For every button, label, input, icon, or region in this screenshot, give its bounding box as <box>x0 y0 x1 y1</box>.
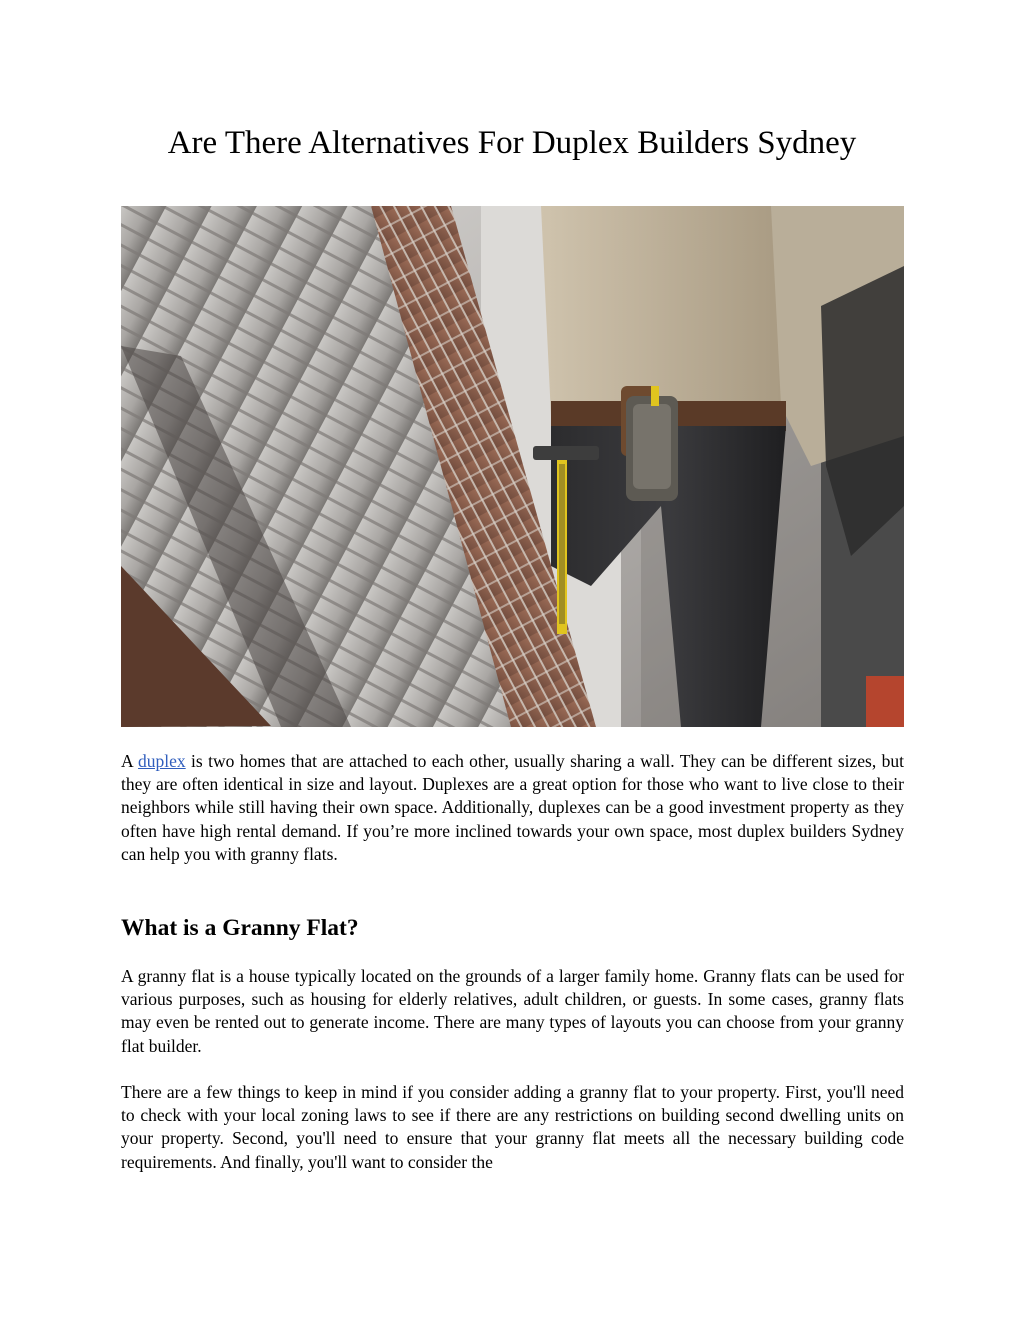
intro-lead-text: A <box>121 751 139 771</box>
considerations-paragraph: There are a few things to keep in mind if you consider adding a granny flat to your property. First, you'll need to check with your local zoning laws to see if there are any restrictions on building second dwelling units on your property. Second, you'll need to ensure that your granny flat meets all the necessary building code requirements. And finally, you'll want to consider the <box>121 1082 904 1172</box>
section-heading-granny-flat: What is a Granny Flat? <box>121 915 359 941</box>
duplex-link[interactable]: duplex <box>138 751 186 771</box>
intro-paragraph <box>121 750 904 866</box>
page-title: Are There Alternatives For Duplex Builders Sydney <box>167 125 857 161</box>
hero-photo <box>121 206 904 727</box>
intro-rest-text: is two homes that are attached to each other, usually sharing a wall. They can be different sizes, but they are often identical in size and layout. Duplexes are a great option for those who want to live close to their neighbors while still having their own space. Additionally, duplexes can be a good investment property as they often have high rental demand. If you’re more inclined towards your own space, most duplex builders Sydney can help you with granny flats. <box>121 751 904 864</box>
granny-flat-paragraph: A granny flat is a house typically located on the grounds of a larger family home. Granny flats can be used for various purposes, such as housing for elderly relatives, adult children, or guests. In some cases, granny flats may even be rented out to generate income. There are many types of layouts you can choose from your granny flat builder. <box>121 966 904 1056</box>
